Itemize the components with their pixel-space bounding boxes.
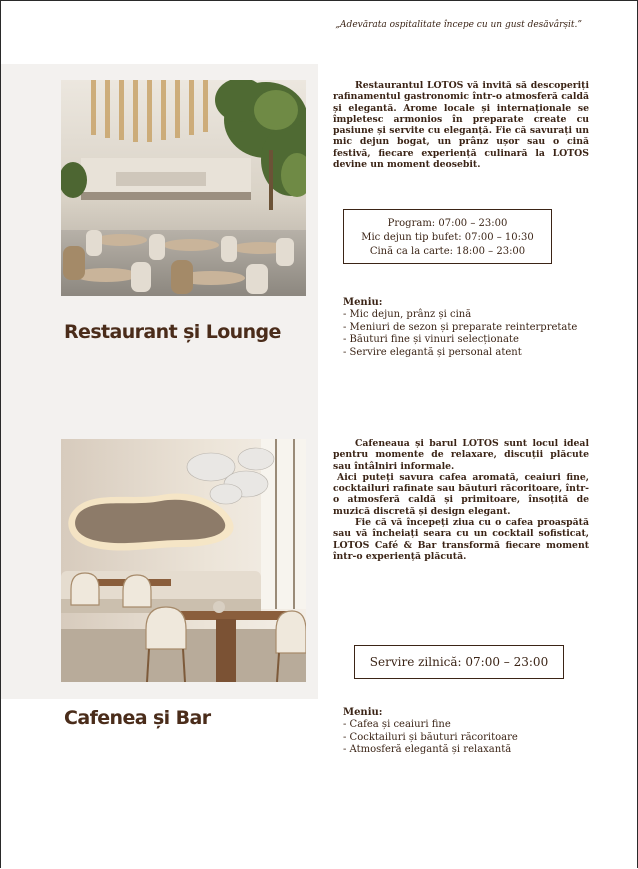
list-item: - Mic dejun, prânz și cină (343, 309, 472, 321)
list-item: - Servire elegantă și personal atent (343, 346, 522, 358)
restaurant-menu (343, 297, 577, 359)
cafe-menu-title: Meniu: (343, 707, 383, 718)
motto: „Adevărata ospitalitate începe cu un gust desăvârșit.” (335, 20, 582, 30)
cafe-description-paragraph: Fie că vă începeți ziua cu o cafea proaspătă sau vă încheiați seara cu un cocktail sofisticat, LOTOS Café & Bar transformă fiecare moment într-o experiență plăcută. (333, 517, 589, 562)
restaurant-hours-line: Cină ca la carte: 18:00 – 23:00 (369, 246, 526, 257)
list-item: - Cafea și ceaiuri fine (343, 719, 451, 731)
restaurant-hours-line: Program: 07:00 – 23:00 (387, 218, 508, 229)
restaurant-menu-title: Meniu: (343, 297, 383, 308)
restaurant-description (333, 80, 589, 170)
list-item: - Băuturi fine și vinuri selecționate (343, 334, 519, 346)
cafe-bar-interior-photo (61, 439, 306, 682)
restaurant-hours-line: Mic dejun tip bufet: 07:00 – 10:30 (361, 232, 534, 243)
cafe-menu (343, 707, 518, 757)
cafe-description-paragraph: Cafeneaua și barul LOTOS sunt locul ideal pentru momente de relaxare, discuții plăcute sau întâlniri informale. (333, 438, 589, 472)
list-item: - Cocktailuri și băuturi răcoritoare (343, 731, 518, 743)
list-item: - Meniuri de sezon și preparate reinterpretate (343, 321, 578, 333)
cafe-hours-text: Servire zilnică: 07:00 – 23:00 (369, 655, 549, 669)
cafe-title: Cafenea și Bar (64, 707, 211, 729)
list-item: - Atmosferă elegantă și relaxantă (343, 744, 512, 756)
restaurant-hours-box (343, 209, 552, 264)
restaurant-title: Restaurant și Lounge (64, 321, 281, 343)
cafe-description (333, 438, 589, 562)
cafe-hours-box (354, 645, 564, 679)
cafe-description-paragraph: Aici puteți savura cafea aromată, ceaiuri fine, cocktailuri rafinate sau băuturi răcoritoare, într-o atmosferă caldă și primitoare, însoțită de muzică discretă și design elegant. (333, 471, 589, 517)
restaurant-description-text: Restaurantul LOTOS vă invită să descoperiți rafinamentul gastronomic într-o atmosferă caldă și elegantă. Arome locale și internaționale se împletesc armonios în preparate create cu pasiune și servite cu eleganță. Fie că savurați un mic dejun bogat, un prânz ușor sau o cină festivă, fiecare experiență culinară la LOTOS devine un moment deosebit. (333, 80, 589, 171)
restaurant-interior-photo (61, 80, 306, 296)
